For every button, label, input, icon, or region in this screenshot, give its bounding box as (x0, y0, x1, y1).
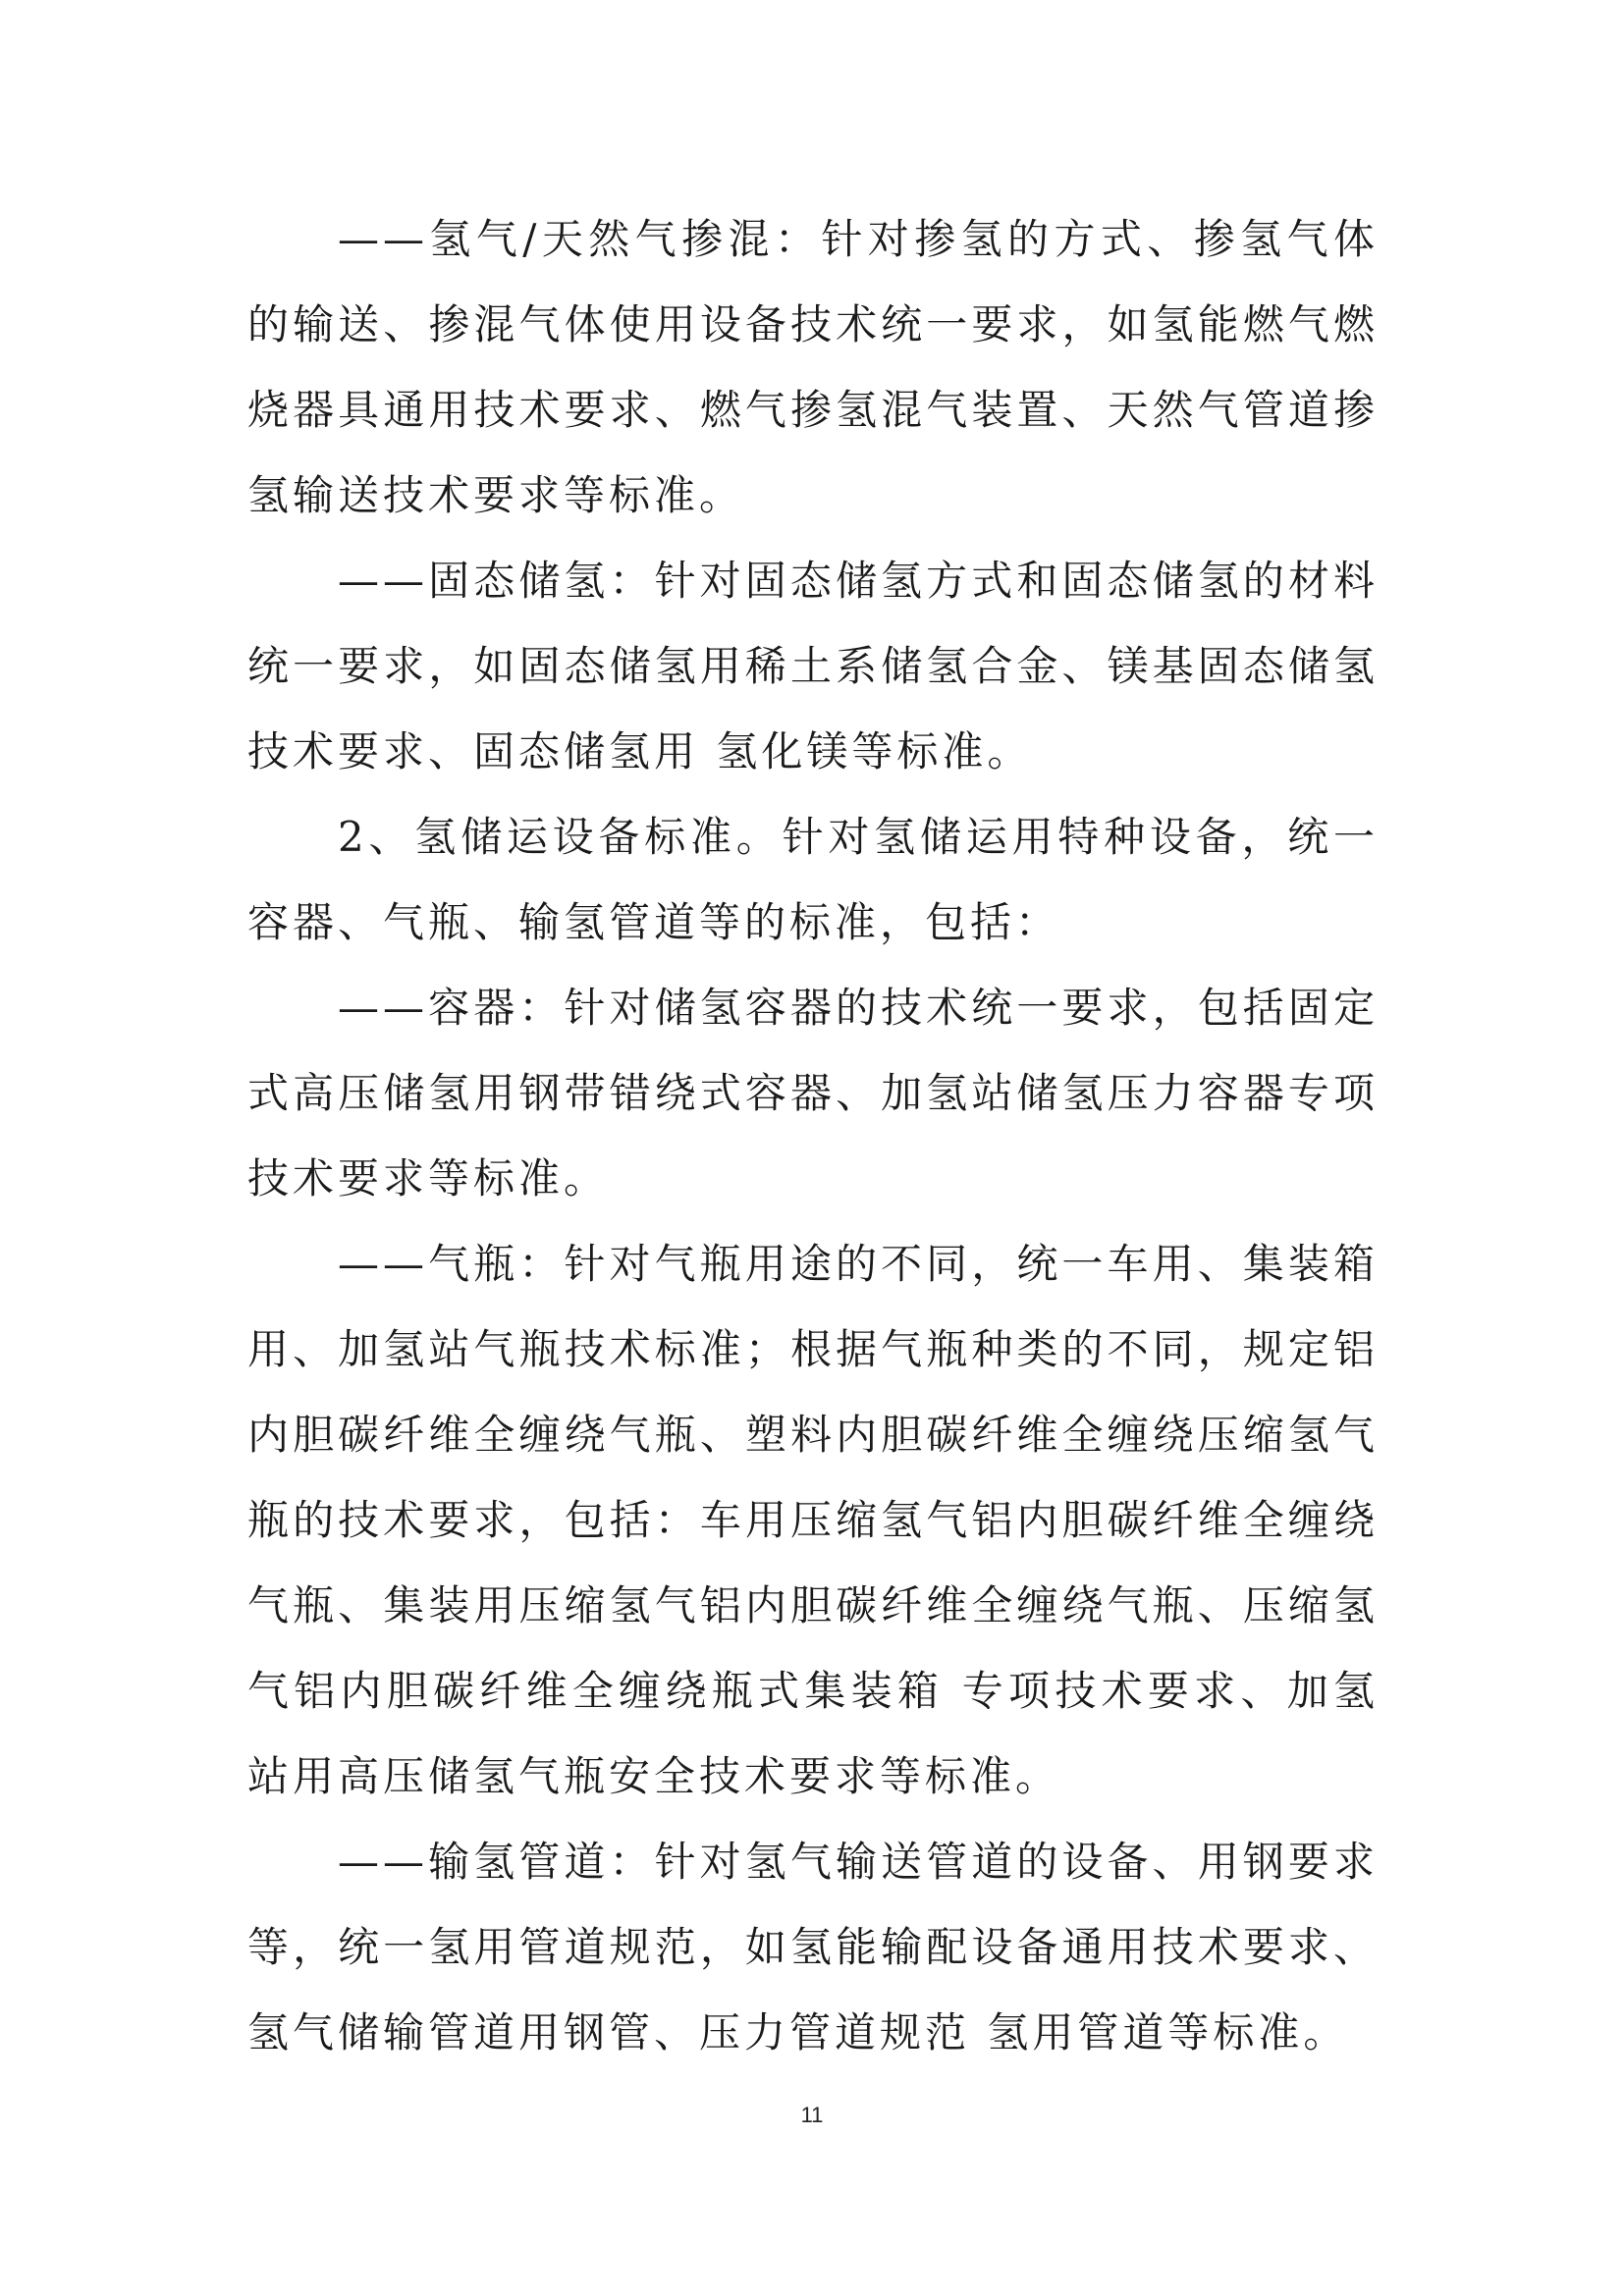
paragraph-hydrogen-gas-blending: ——氢气/天然气掺混：针对掺氢的方式、掺氢气体的输送、掺混气体使用设备技术统一要求，如氢能燃气燃烧器具通用技术要求、燃气掺氢混气装置、天然气管道掺氢输送技术要求等标准。 (247, 215, 1379, 519)
paragraph-pipelines: ——输氢管道：针对氢气输送管道的设备、用钢要求等，统一氢用管道规范，如氢能输配设备通用技术要求、氢气储输管道用钢管、压力管道规范 氢用管道等标准。 (247, 1838, 1379, 2056)
paragraph-storage-equipment-standards: 2、氢储运设备标准。针对氢储运用特种设备，统一容器、气瓶、输氢管道等的标准，包括： (247, 813, 1379, 946)
paragraph-gas-cylinders: ——气瓶：针对气瓶用途的不同，统一车用、集装箱用、加氢站气瓶技术标准；根据气瓶种类的不同，规定铝内胆碳纤维全缠绕气瓶、塑料内胆碳纤维全缠绕压缩氢气瓶的技术要求，包括：车用压缩氢气铝内胆碳纤维全缠绕气瓶、集装用压缩氢气铝内胆碳纤维全缠绕气瓶、压缩氢气铝内胆碳纤维全缠绕瓶式集装箱 专项技术要求、加氢站用高压储氢气瓶安全技术要求等标准。 (247, 1240, 1379, 1800)
paragraph-containers: ——容器：针对储氢容器的技术统一要求，包括固定式高压储氢用钢带错绕式容器、加氢站储氢压力容器专项技术要求等标准。 (247, 984, 1379, 1202)
page-number: 11 (800, 2103, 824, 2127)
body-text (247, 196, 1379, 2075)
paragraph-solid-state-storage: ——固态储氢：针对固态储氢方式和固态储氢的材料统一要求，如固态储氢用稀土系储氢合金、镁基固态储氢技术要求、固态储氢用 氢化镁等标准。 (247, 557, 1379, 775)
